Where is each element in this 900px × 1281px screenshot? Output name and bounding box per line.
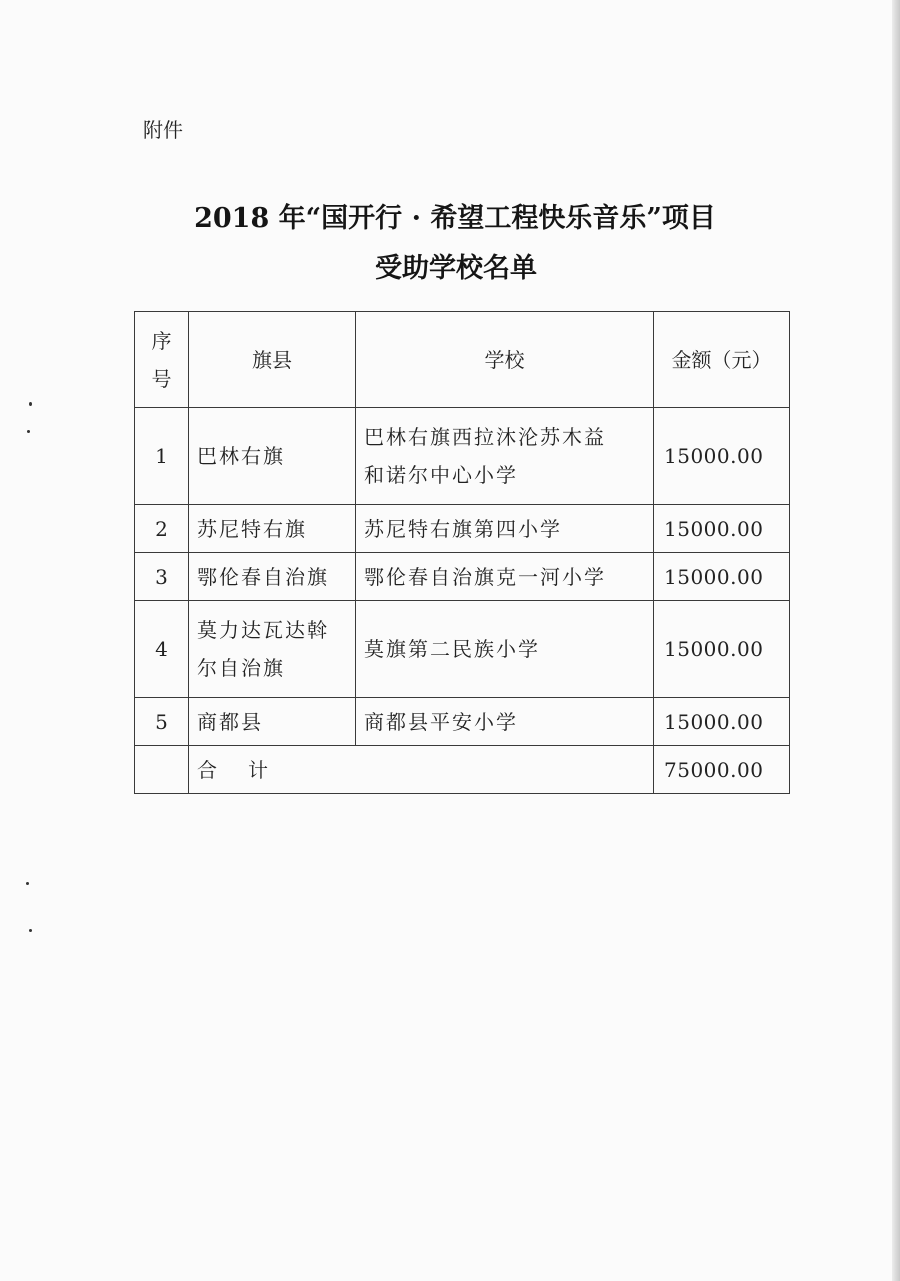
row-amount: 15000.00: [654, 553, 790, 601]
row-amount: 15000.00: [654, 408, 790, 505]
annex-label: 附件: [143, 118, 183, 142]
header-serial-top: 序: [151, 328, 172, 353]
table-row: [135, 601, 790, 698]
row-number: 3: [135, 553, 189, 601]
title-line-1: 2018 年“国开行 · 希望工程快乐音乐”项目: [194, 203, 716, 234]
row-amount: 15000.00: [654, 601, 790, 698]
row-number: 4: [135, 601, 189, 698]
row-school: 苏尼特右旗第四小学: [356, 505, 654, 553]
row-amount: 15000.00: [654, 505, 790, 553]
table-row: [135, 553, 790, 601]
row-school-line-1: 巴林右旗西拉沐沦苏木益: [364, 425, 606, 449]
row-county: [189, 601, 356, 698]
row-amount: 15000.00: [654, 698, 790, 746]
scan-speck: [26, 882, 29, 885]
header-serial-number: [135, 312, 189, 408]
row-number: 1: [135, 408, 189, 505]
row-school: 莫旗第二民族小学: [356, 601, 654, 698]
header-serial-bottom: 号: [151, 366, 172, 391]
row-county: 苏尼特右旗: [189, 505, 356, 553]
total-amount: 75000.00: [654, 746, 790, 794]
row-school: [356, 408, 654, 505]
page-edge: [892, 0, 900, 1281]
row-number: 5: [135, 698, 189, 746]
row-county: 商都县: [189, 698, 356, 746]
table-row: [135, 698, 790, 746]
scan-speck: [29, 929, 32, 932]
header-amount: 金额（元）: [654, 312, 790, 408]
scan-speck: [27, 430, 30, 433]
table-header-row: [135, 312, 790, 408]
table-total-row: [135, 746, 790, 794]
table-row: [135, 408, 790, 505]
school-list-table: [134, 311, 790, 794]
total-label-a: 合: [197, 757, 218, 782]
row-school: 鄂伦春自治旗克一河小学: [356, 553, 654, 601]
total-label: [189, 746, 654, 794]
row-number: 2: [135, 505, 189, 553]
document-title: [0, 194, 900, 294]
total-label-b: 计: [248, 757, 269, 782]
header-county: 旗县: [189, 312, 356, 408]
row-county: 巴林右旗: [189, 408, 356, 505]
row-school-line-2: 和诺尔中心小学: [364, 463, 518, 487]
row-school: 商都县平安小学: [356, 698, 654, 746]
row-county-line-2: 尔自治旗: [197, 656, 285, 680]
title-line-2: 受助学校名单: [375, 253, 537, 284]
table-row: [135, 505, 790, 553]
header-school: 学校: [356, 312, 654, 408]
total-blank-cell: [135, 746, 189, 794]
row-county: 鄂伦春自治旗: [189, 553, 356, 601]
row-county-line-1: 莫力达瓦达斡: [197, 618, 329, 642]
scan-speck: [29, 402, 32, 406]
